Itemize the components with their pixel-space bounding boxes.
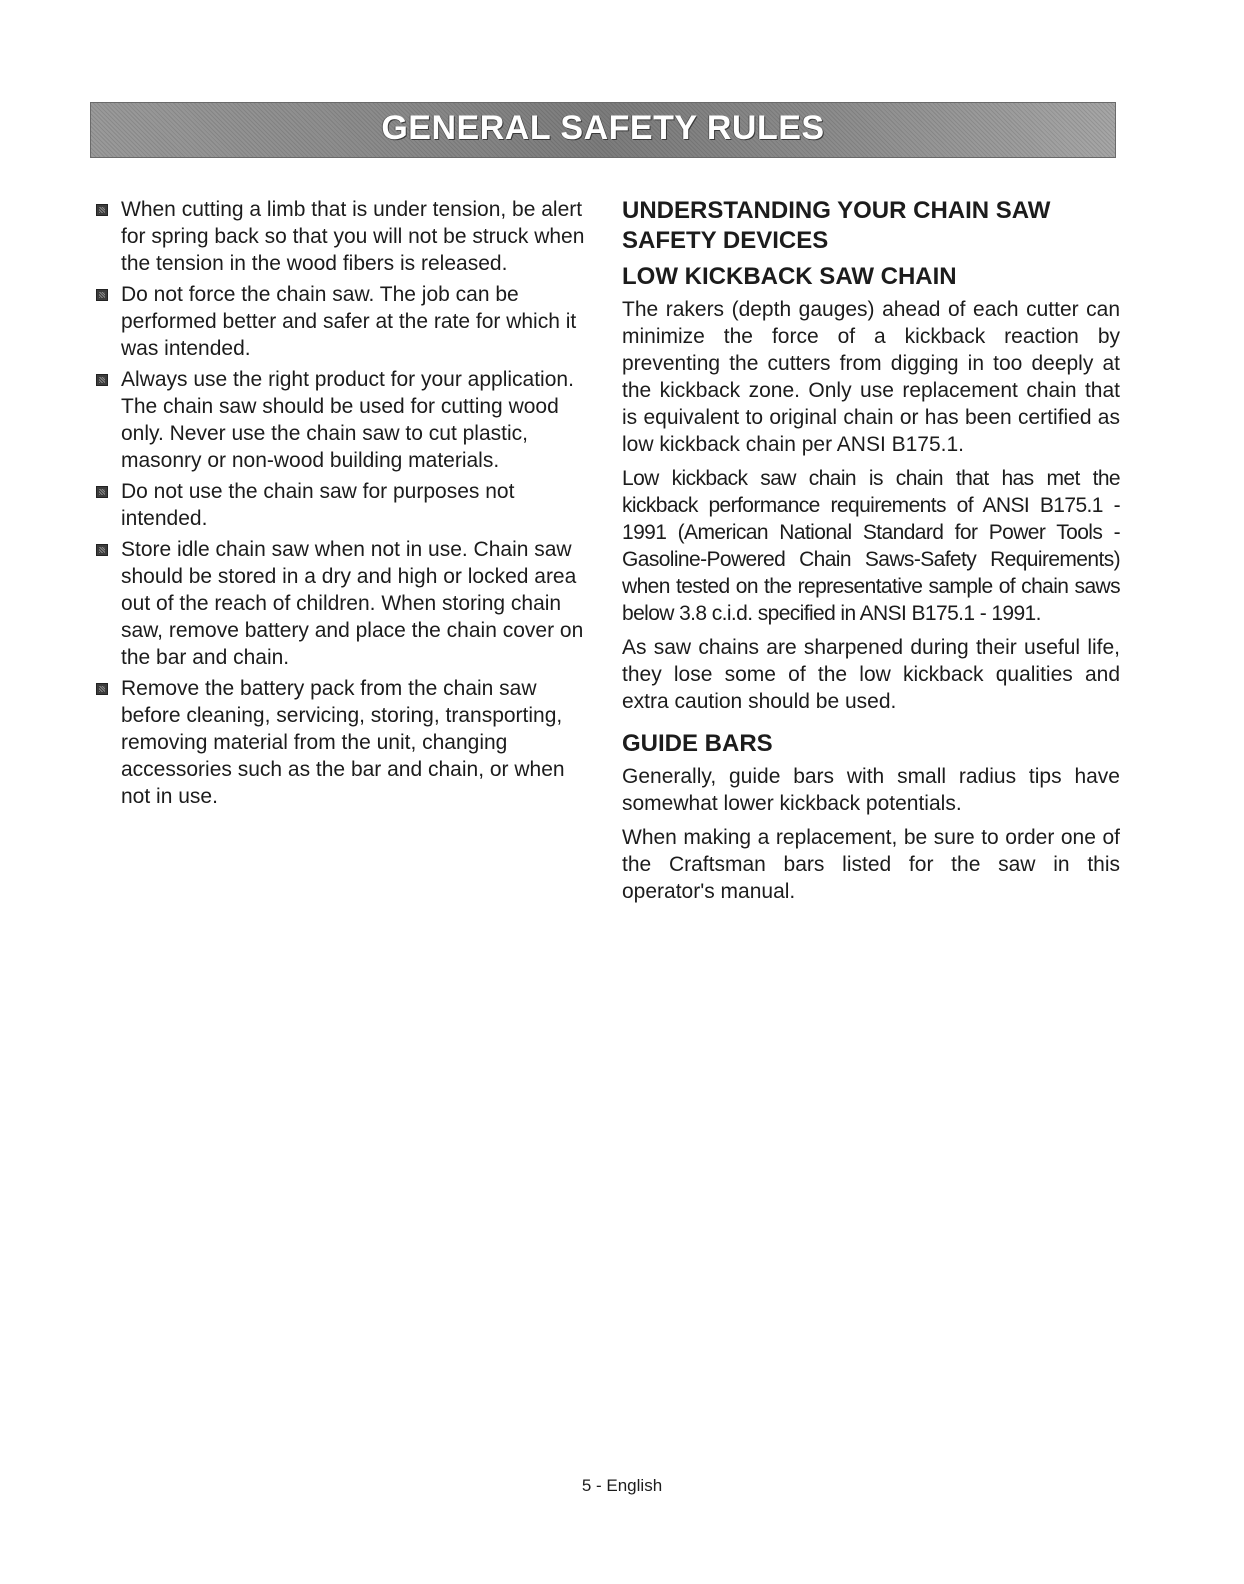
list-item-text: Do not force the chain saw. The job can be performed better and safer at the rate for which it was intended.: [121, 283, 577, 360]
list-item: [96, 536, 596, 671]
bullet-square-icon: [96, 544, 108, 556]
right-column: [622, 196, 1120, 912]
bullet-square-icon: [96, 204, 108, 216]
section-banner: [90, 102, 1116, 158]
list-item: [96, 281, 596, 362]
paragraph: The rakers (depth gauges) ahead of each cutter can minimize the force of a kickback reaction by preventing the cutters from digging in too deeply at the kickback zone. Only use replacement chain that is equivalent to original chain or has been certified as low kickback chain per ANSI B175.1.: [622, 298, 1120, 456]
section-heading-low-kickback: LOW KICKBACK SAW CHAIN: [622, 263, 957, 290]
section-heading-safety-devices: UNDERSTANDING YOUR CHAIN SAW SAFETY DEVICES: [622, 197, 1051, 254]
list-item: [96, 675, 596, 810]
paragraph: Generally, guide bars with small radius tips have somewhat lower kickback potentials.: [622, 765, 1120, 815]
bullet-square-icon: [96, 374, 108, 386]
list-item-text: Remove the battery pack from the chain saw before cleaning, servicing, storing, transporting, removing material from the unit, changing accessories such as the bar and chain, or when not in use.: [121, 677, 565, 808]
paragraph: As saw chains are sharpened during their useful life, they lose some of the low kickback qualities and extra caution should be used.: [622, 636, 1120, 713]
list-item-text: When cutting a limb that is under tension, be alert for spring back so that you will not be struck when the tension in the wood fibers is released.: [121, 198, 585, 275]
list-item: [96, 196, 596, 277]
list-item-text: Store idle chain saw when not in use. Chain saw should be stored in a dry and high or locked area out of the reach of children. When storing chain saw, remove battery and place the chain cover on the bar and chain.: [121, 538, 584, 669]
bullet-square-icon: [96, 683, 108, 695]
safety-rules-list: [96, 196, 596, 810]
bullet-square-icon: [96, 289, 108, 301]
paragraph: When making a replacement, be sure to order one of the Craftsman bars listed for the saw in this operator's manual.: [622, 826, 1120, 903]
list-item-text: Always use the right product for your application. The chain saw should be used for cutting wood only. Never use the chain saw to cut plastic, masonry or non-wood building materials.: [121, 368, 574, 472]
section-heading-guide-bars: GUIDE BARS: [622, 730, 773, 757]
list-item: [96, 366, 596, 474]
page-footer: 5 - English: [581, 1476, 663, 1495]
paragraph: Low kickback saw chain is chain that has met the kickback performance requirements of ANSI B175.1 - 1991 (American National Standard for Power Tools - Gasoline-Powered Chain Saws-Safety Requirements) when tested on the representative sample of chain saws below 3.8 c.i.d. specified in ANSI B175.1 - 1991.: [622, 467, 1120, 625]
list-item: [96, 478, 596, 532]
bullet-square-icon: [96, 486, 108, 498]
banner-title: GENERAL SAFETY RULES: [381, 109, 825, 147]
left-column: [96, 196, 596, 814]
list-item-text: Do not use the chain saw for purposes not intended.: [121, 480, 515, 530]
